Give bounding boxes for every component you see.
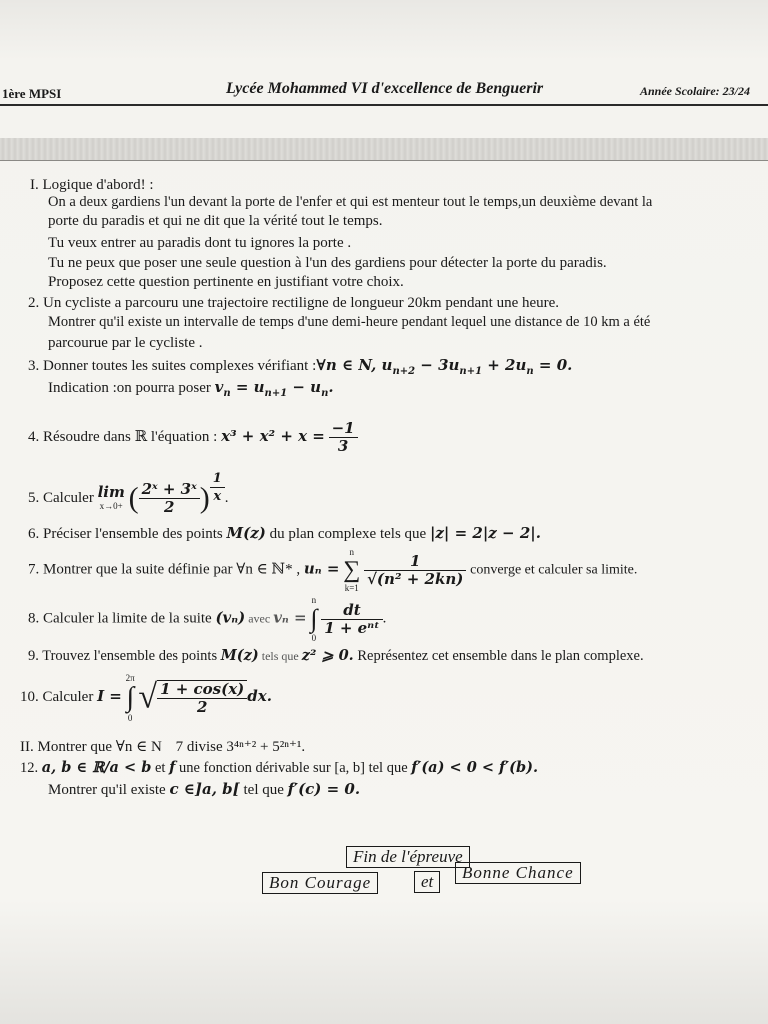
end-of-exam-box: Fin de l'épreuve xyxy=(346,846,470,868)
page-header xyxy=(0,78,768,104)
q5-denominator: 2 xyxy=(163,498,175,517)
q1-line-4: Tu ne peux que poser une seule question à l'un des gardiens pour détecter la porte du paradis. xyxy=(48,255,607,271)
question-number: 4. xyxy=(28,429,40,445)
q9-condition: z² ⩾ 0. xyxy=(301,647,354,664)
question-number: 6. xyxy=(28,526,40,542)
question-9 xyxy=(28,647,644,665)
q12-text: une fonction dérivable sur [a, b] tel que xyxy=(175,760,412,776)
question-number: 12. xyxy=(20,760,39,776)
q10-fraction xyxy=(157,680,247,716)
q5-paren-left: ( xyxy=(128,481,139,515)
q5-lim-sub: x→0+ xyxy=(99,500,123,511)
q7-un: uₙ = xyxy=(303,559,340,578)
question-number: 10. xyxy=(20,689,39,705)
q8-denominator: 1 + eⁿᵗ xyxy=(324,618,380,637)
q3-eq-end: = 0. xyxy=(538,356,573,374)
q2-line-1: Un cycliste a parcouru une trajectoire rectiligne de longueur 20km pendant une heure. xyxy=(43,295,560,311)
q10-int-top: 2π xyxy=(125,672,135,683)
q5-limit xyxy=(97,482,125,513)
sqrt-icon: √ xyxy=(138,678,158,716)
q12-derivative-condition: f′(a) < 0 < f′(b). xyxy=(411,759,538,776)
q1-line-1: On a deux gardiens l'un devant la porte de l'enfer et qui est menteur tout le temps,un deuxième devant la xyxy=(48,194,653,210)
q5-exponent xyxy=(210,470,225,505)
class-label: 1ère MPSI xyxy=(2,86,62,101)
q8-sequence: (vₙ) xyxy=(215,608,246,627)
q7-sum-bottom: k=1 xyxy=(344,583,359,593)
q5-text: Calculer xyxy=(43,490,94,506)
question-5: 5. Calculer lim x→0+ ( $\frac{\text{2ˣ + 3ˣ}}{2}$ ) $\frac{1}{x}$ . xyxy=(28,471,229,517)
question-heading: Logique d'abord! : xyxy=(42,177,154,193)
q5-fraction xyxy=(139,481,200,516)
band-divider xyxy=(0,160,768,161)
q3-hint-formula: $v_n = u_{n+1} - u_n$. xyxy=(214,378,334,399)
question-number: 7. xyxy=(28,561,40,578)
q12-et: et xyxy=(151,760,170,776)
question-number: 3. xyxy=(28,358,40,374)
q12-f: f xyxy=(169,759,176,776)
q12-c: c ∈]a, b[ xyxy=(169,780,240,798)
q6-text: Préciser l'ensemble des points xyxy=(43,526,227,542)
q3-recurrence: ∀n ∈ N, $u_{n+2} - 3u_{n+1} + 2u_n = 0$. xyxy=(316,356,573,377)
q4-fraction xyxy=(329,420,358,455)
q7-sum xyxy=(343,546,360,594)
school-year: Année Scolaire: 23/24 xyxy=(640,84,750,98)
q10-I: I = xyxy=(97,687,122,705)
q8-text: Calculer la limite de la suite xyxy=(43,610,216,627)
question-number: 5. xyxy=(28,490,40,506)
q6-text-2: du plan complexe tels que xyxy=(265,526,430,542)
q2-line-3: parcourue par le cycliste . xyxy=(48,335,203,351)
q8-dot: . xyxy=(382,610,387,627)
question-number: 2. xyxy=(28,295,40,311)
q1-line-5: Proposez cette question pertinente en justifiant votre choix. xyxy=(48,274,404,290)
q12-tel-que: tel que xyxy=(239,782,288,798)
q11-text: Montrer que ∀n ∈ N xyxy=(37,739,162,755)
q6-point: M(z) xyxy=(226,524,266,542)
q12-line-2 xyxy=(48,780,360,799)
good-luck-box: Bon Courage xyxy=(262,872,378,894)
q5-exp-denominator: x xyxy=(213,489,222,504)
q10-dx: dx. xyxy=(247,687,272,705)
q7-numerator: 1 xyxy=(364,553,466,571)
q5-paren-right: ) xyxy=(199,481,210,515)
question-2 xyxy=(28,294,559,312)
q7-sum-symbol: ∑ xyxy=(343,557,361,583)
q9-text: Trouvez l'ensemble des points xyxy=(42,648,221,664)
q7-denominator: √(n² + 2kn) xyxy=(367,569,464,588)
q4-denominator: 3 xyxy=(337,437,349,456)
bonne-chance-box: Bonne Chance xyxy=(455,862,581,884)
q10-integral xyxy=(126,672,135,724)
header-divider xyxy=(0,104,768,106)
question-8 xyxy=(28,594,386,644)
question-7 xyxy=(28,546,637,594)
q7-text: Montrer que la suite définie par ∀n ∈ ℕ* , xyxy=(43,561,301,578)
q12-condition: a, b ∈ ℝ/a < b xyxy=(41,759,152,776)
q1-line-3: Tu veux entrer au paradis dont tu ignores la porte . xyxy=(48,235,352,251)
question-number: 8. xyxy=(28,610,40,627)
question-number: I. xyxy=(30,177,39,193)
q12-text-2: Montrer qu'il existe xyxy=(48,782,170,798)
question-4 xyxy=(28,418,358,455)
q10-int-symbol: ∫ xyxy=(126,681,134,713)
q8-vn: vₙ = xyxy=(273,608,307,627)
q4-text: Résoudre dans ℝ l'équation : xyxy=(43,429,222,445)
q8-avec: avec xyxy=(245,611,274,626)
q5-exp-numerator: 1 xyxy=(210,470,225,488)
q10-denominator: 2 xyxy=(196,697,208,716)
question-10 xyxy=(20,670,272,724)
q9-text-2: Représentez cet ensemble dans le plan complexe. xyxy=(353,648,644,664)
q3-hint xyxy=(48,378,334,403)
q8-integral xyxy=(310,594,317,644)
q8-int-bottom: 0 xyxy=(311,633,317,643)
q5-numerator: 2ˣ + 3ˣ xyxy=(139,481,200,499)
question-number: 9. xyxy=(28,648,39,664)
q7-sum-top: n xyxy=(349,547,355,557)
question-11 xyxy=(20,738,305,756)
q10-text: Calculer xyxy=(42,689,98,705)
q1-line-2: porte du paradis et qui ne dit que la vérité tout le temps. xyxy=(48,213,383,229)
question-12 xyxy=(20,759,538,777)
q6-equation: |z| = 2|z − 2|. xyxy=(429,524,541,542)
question-1-title xyxy=(30,176,154,194)
q7-fraction xyxy=(364,553,466,588)
question-number: II. xyxy=(20,739,34,755)
q5-lim-word: lim xyxy=(97,482,125,501)
decorative-band xyxy=(0,138,768,160)
question-6 xyxy=(28,524,541,543)
q9-point: M(z) xyxy=(220,647,259,664)
q9-tels: tels que xyxy=(258,649,302,663)
q8-fraction xyxy=(321,602,382,637)
q8-int-top: n xyxy=(311,595,317,605)
q8-int-symbol: ∫ xyxy=(310,604,318,633)
et-box: et xyxy=(414,871,440,893)
school-name: Lycée Mohammed VI d'excellence de Benguerir xyxy=(226,80,544,97)
q3-hint-text: Indication :on pourra poser xyxy=(48,380,215,396)
q10-int-bottom: 0 xyxy=(127,712,133,723)
q3-text: Donner toutes les suites complexes vérifiant : xyxy=(43,358,317,374)
q4-numerator: −1 xyxy=(329,420,358,438)
q7-text-2: converge et calculer sa limite. xyxy=(470,562,638,578)
q12-conclusion: f′(c) = 0. xyxy=(287,780,361,798)
q4-equation: x³ + x² + x = xyxy=(221,427,325,445)
q11-divisibility: 7 divise 3⁴ⁿ⁺² + 5²ⁿ⁺¹. xyxy=(175,739,306,755)
q2-line-2: Montrer qu'il existe un intervalle de temps d'une demi-heure pendant lequel une distance de 10 km a été xyxy=(48,314,651,330)
q8-numerator: dt xyxy=(321,602,382,620)
q10-numerator: 1 + cos(x) xyxy=(157,681,247,699)
